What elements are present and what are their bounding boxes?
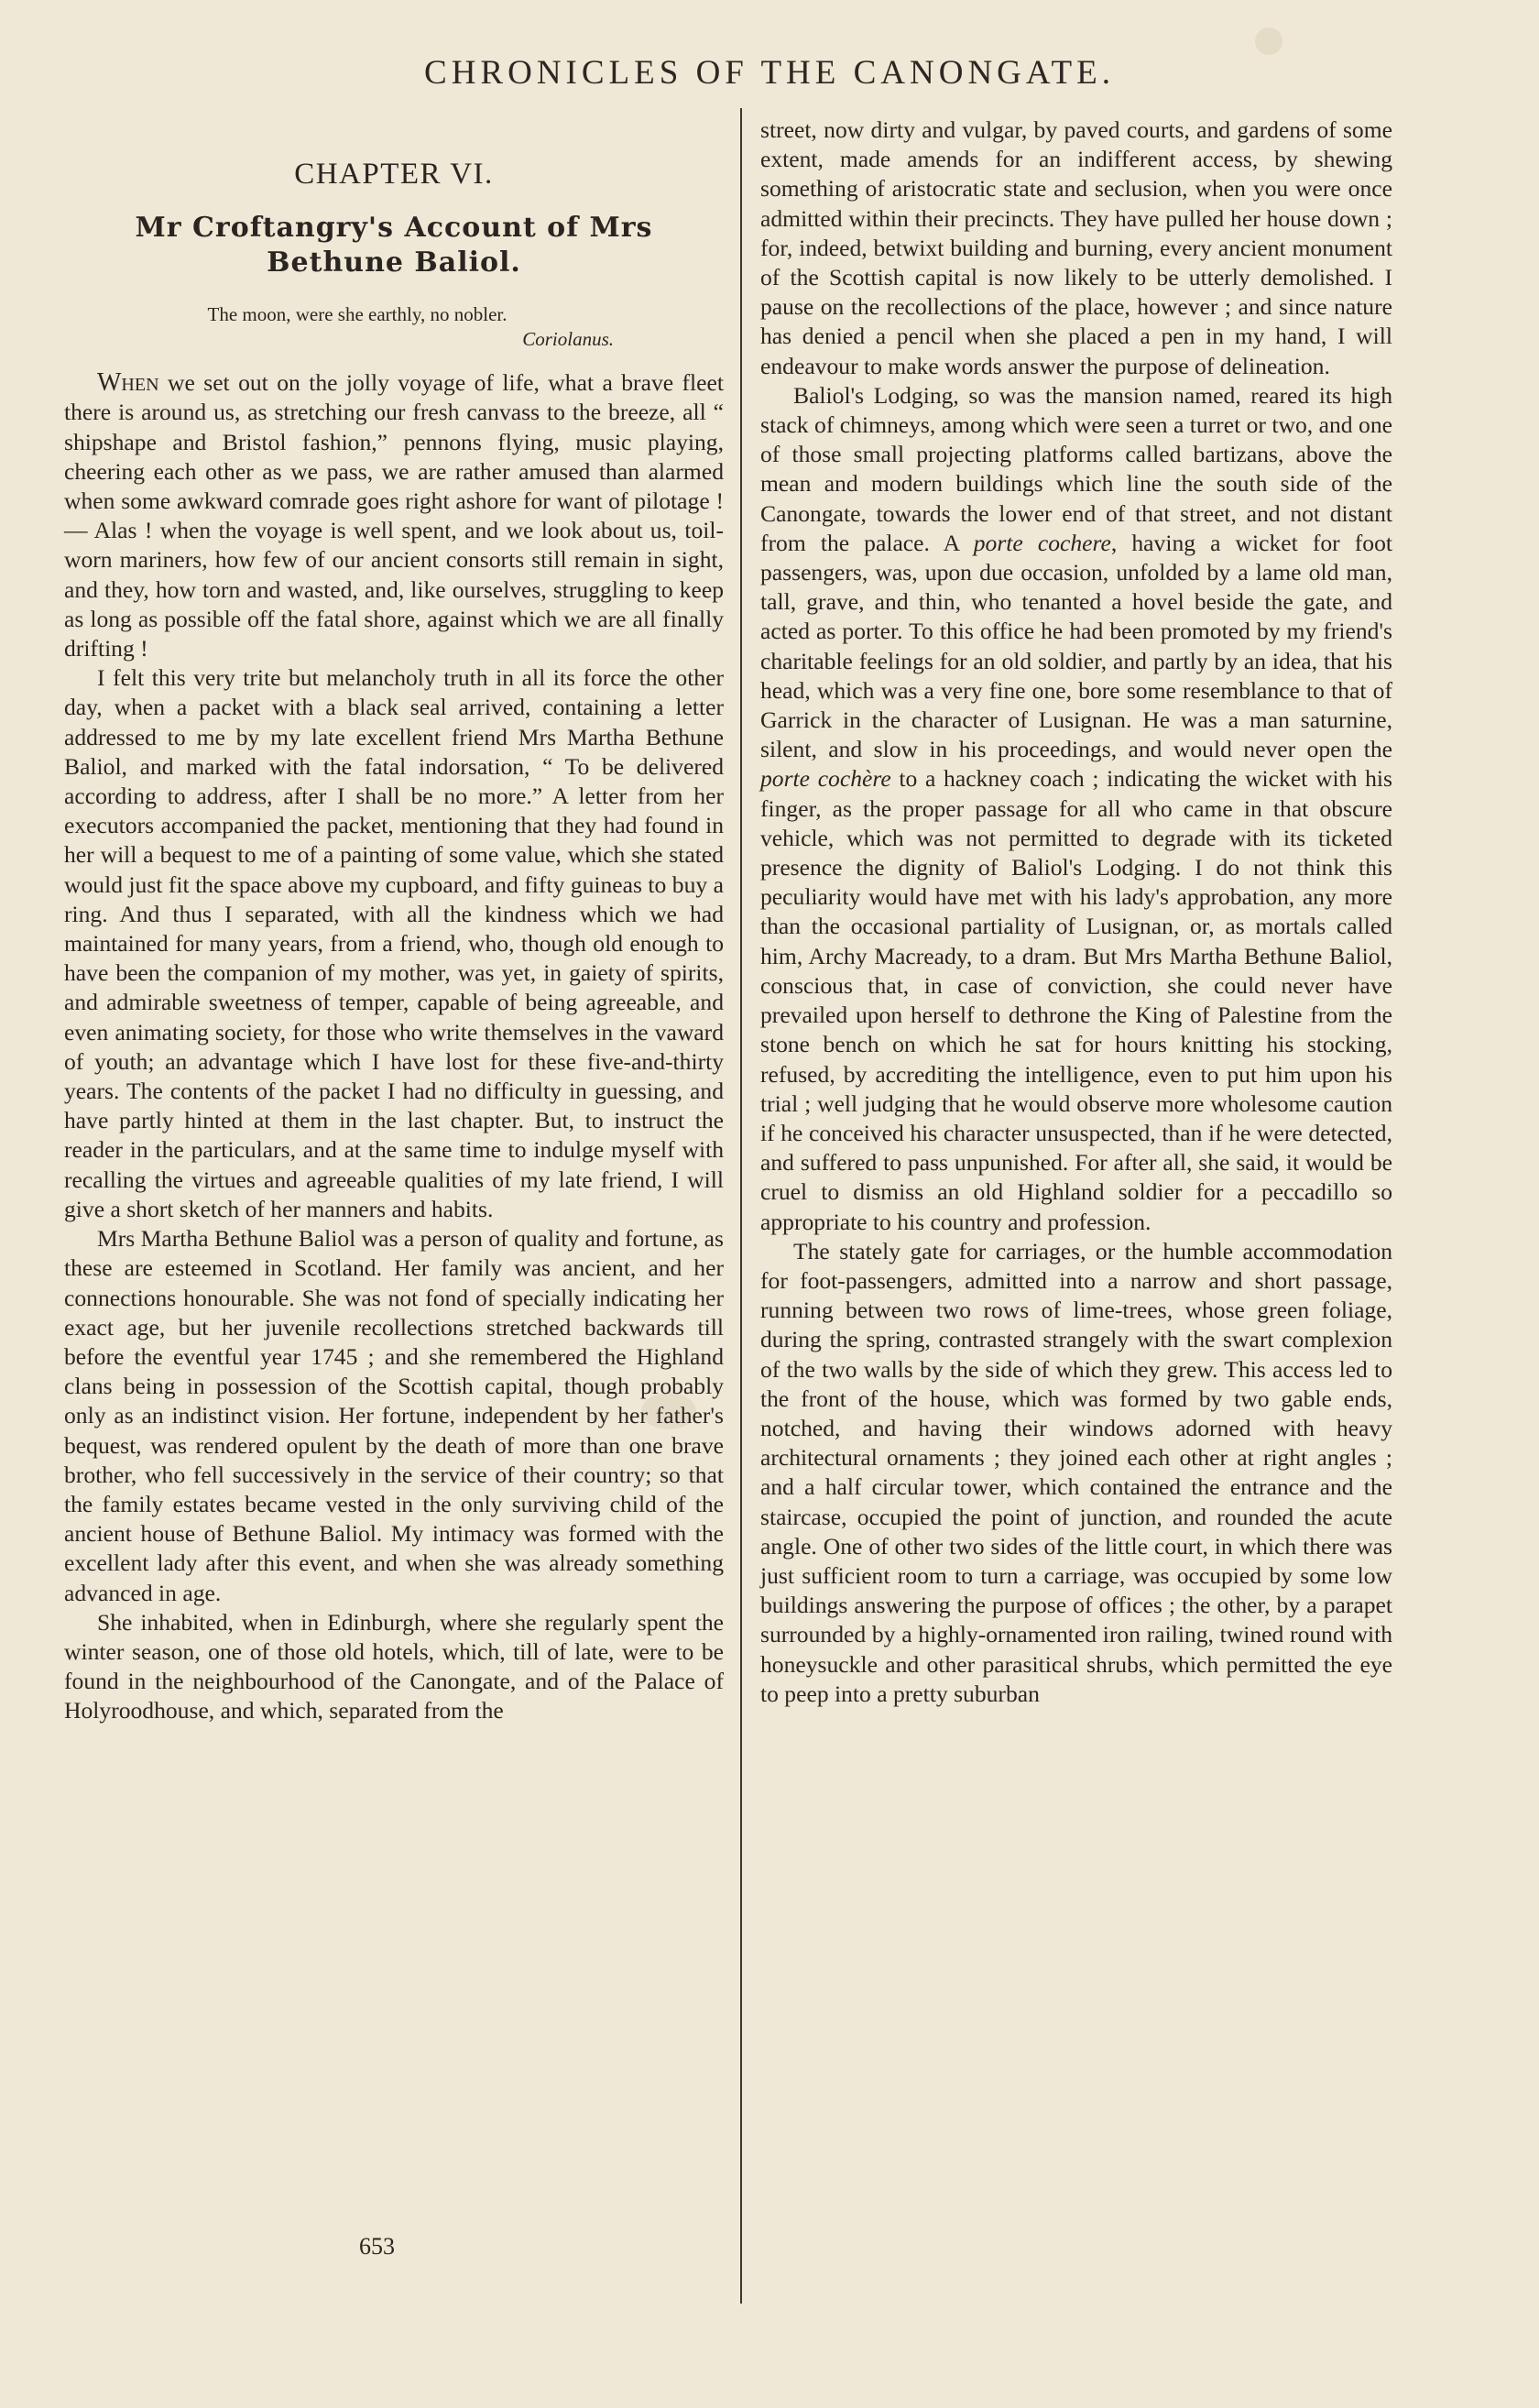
paragraph-text: to a hackney coach ; indicating the wicket with his finger, as the proper passage for all who came in that obscure vehicle, which was not permitted to degrade with its ticketed presence the dignity of Baliol's Lodging. I do not think this peculiarity would have met with his lady's approbation, any more than the occasional partiality of Lusignan, or, as mortals called him, Archy Macready, to a dram. But Mrs Martha Bethune Baliol, conscious that, in case of conviction, she could never have prevailed upon herself to dethrone the King of Palestine from the stone bench on which he sat for hours knitting his stocking, refused, by accrediting the intelligence, even to put him upon his trial ; well judging that he would observe more wholesome caution if he conceived his character unsuspected, than if he were detected, and suffered to pass unpunished. For after all, she said, it would be cruel to dismiss an old Highland soldier for a peccadillo so appropriate to his country and profession. [760,765,1393,1235]
paragraph-text: Baliol's Lodging, so was the mansion named, reared its high stack of chimneys, among which were seen a turret or two, and one of those small projecting platforms called bartizans, above the mean and modern buildings which line the south side of the Canongate, towards the lower end of that street, and not distant from the palace. A [760,381,1392,556]
chapter-heading: CHAPTER VI. [294,158,494,191]
paragraph: street, now dirty and vulgar, by paved courts, and gardens of some extent, made amends for an indifferent access, by shewing something of aristocratic state and seclusion, when you were once admitted within their precincts. They have pulled her house down ; for, indeed, betwixt building and burning, every ancient monument of the Scottish capital is now likely to be utterly demolished. I pause on the recollections of the place, however ; and since nature has denied a pencil when she placed a pen in my hand, I will endeavour to make words answer the purpose of delineation. [760,116,1392,379]
running-head: CHRONICLES OF THE CANONGATE. [424,54,1115,92]
paragraph [760,381,1392,1237]
paragraph-text: we set out on the jolly voyage of life, what a brave fleet there is around us, as stretching our fresh canvass to the breeze, all “ shipshape and Bristol fashion,” pennons flying, music playing, cheering each other as we pass, we are rather amused than alarmed when some awkward comrade goes right ashore for want of pilotage ! — Alas ! when the voyage is well spent, and we look about us, toil-worn mariners, how few of our ancient consorts still remain in sight, and they, how torn and wasted, and, like ourselves, struggling to keep as long as possible off the fatal shore, against which we are all finally drifting ! [64,369,724,662]
paragraph-text: , having a wicket for foot passengers, was, upon due occasion, unfolded by a lame old man, tall, grave, and thin, who tenanted a hovel beside the gate, and acted as porter. To this office he had been promoted by my friend's charitable feelings for an old soldier, and partly by an idea, that his head, which was a very fine one, bore some resemblance to that of Garrick in the character of Lusignan. He was a man saturnine, silent, and slow in his proceedings, and would never open the [760,529,1393,763]
epigraph-quote: The moon, were she earthly, no nobler. [207,303,508,326]
paragraph: She inhabited, when in Edinburgh, where she regularly spent the winter season, one of those old hotels, which, till of late, were to be found in the neighbourhood of the Canongate, and of the Palace of Holyroodhouse, and which, separated from the [64,1608,724,1724]
lead-word: When [97,368,159,398]
epigraph-source: Coriolanus. [522,328,614,351]
left-column [64,117,724,1726]
italic-term: porte cochere [973,529,1111,556]
chapter-title: Mr Croftangry's Account of Mrs Bethune Baliol. [135,212,653,279]
column-rule [740,108,742,2304]
page-number: 653 [359,2233,395,2260]
paragraph [64,368,724,663]
epigraph [64,302,724,352]
paper-stain [1255,27,1282,55]
paragraph: I felt this very trite but melancholy truth in all its force the other day, when a packet with a black seal arrived, containing a letter addressed to me by my late excellent friend Mrs Martha Bethune Baliol, and marked with the fatal indorsation, “ To be delivered according to address, after I shall be no more.” A letter from her executors accompanied the packet, mentioning that they had found in her will a bequest to me of a painting of some value, which she stated would just fit the space above my cupboard, and fifty guineas to buy a ring. And thus I separated, with all the kindness which we had maintained for many years, from a friend, who, though old enough to have been the companion of my mother, was yet, in gaiety of spirits, and admirable sweetness of temper, capable of being agreeable, and even animating society, for those who write themselves in the vaward of youth; an advantage which I have lost for these five-and-thirty years. The contents of the packet I had no difficulty in guessing, and have partly hinted at them in the last chapter. But, to instruct the reader in the particulars, and at the same time to indulge myself with recalling the virtues and agreeable qualities of my late friend, I will give a short sketch of her manners and habits. [64,664,724,1222]
paragraph: The stately gate for carriages, or the humble accommodation for foot-passengers, admitted into a narrow and short passage, running between two rows of lime-trees, whose green foliage, during the spring, contrasted strangely with the swart complexion of the two walls by the side of which they grew. This access led to the front of the house, which was formed by two gable ends, notched, and having their windows adorned with heavy architectural ornaments ; they joined each other at right angles ; and a half circular tower, which contained the entrance and the staircase, occupied the point of junction, and rounded the acute angle. One of other two sides of the little court, in which there was just sufficient room to turn a carriage, was occupied by some low buildings answering the purpose of offices ; the other, by a parapet surrounded by a highly-ornamented iron railing, twined round with honeysuckle and other parasitical shrubs, which permitted the eye to peep into a pretty suburban [760,1237,1392,1707]
italic-term: porte cochère [760,765,891,793]
paragraph: Mrs Martha Bethune Baliol was a person of quality and fortune, as these are esteemed in Scotland. Her family was ancient, and her connections honourable. She was not fond of specially indicating her exact age, but her juvenile recollections stretched backwards till before the eventful year 1745 ; and she remembered the Highland clans being in possession of the Scottish capital, though probably only as an indistinct vision. Her fortune, independent by her father's bequest, was rendered opulent by the death of more than one brave brother, who fell successively in the service of their country; so that the family estates became vested in the only surviving child of the ancient house of Bethune Baliol. My intimacy was formed with the excellent lady after this event, and when she was already something advanced in age. [64,1225,724,1606]
right-column [760,115,1392,1709]
